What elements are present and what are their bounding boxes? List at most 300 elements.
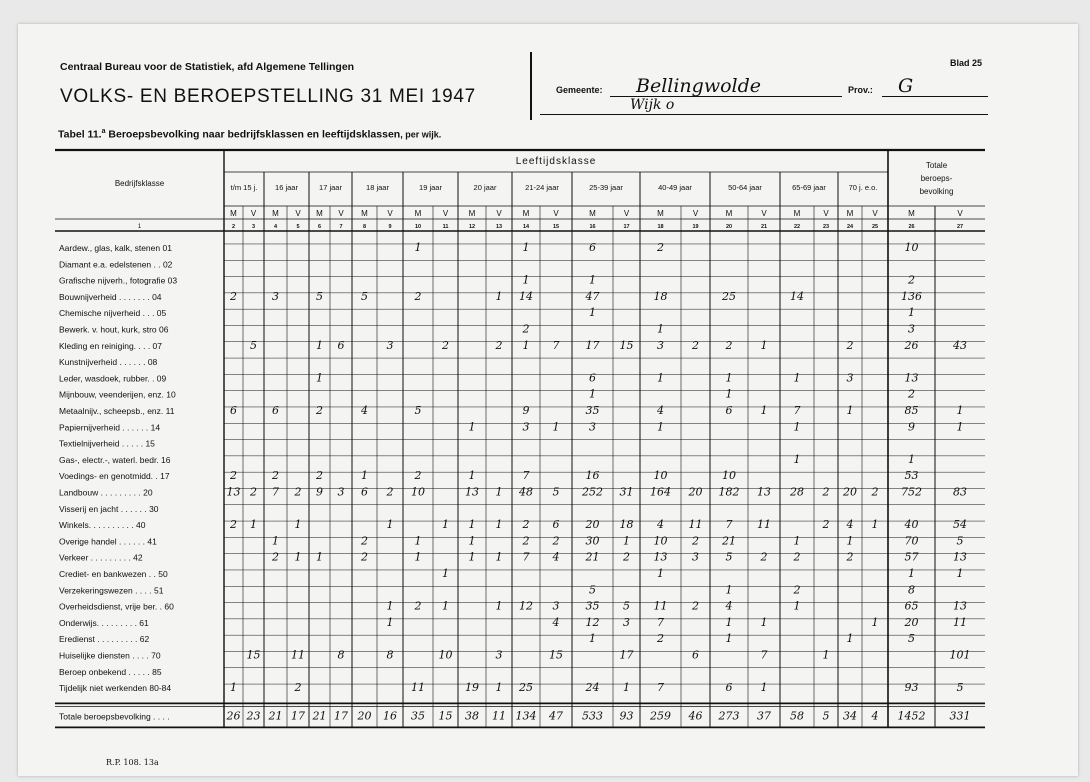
cell-value: 1 — [468, 550, 476, 564]
row-label: Mijnbouw, veenderijen, enz. 10 — [59, 389, 176, 400]
cell-value: 30 — [585, 534, 600, 548]
row-label: Verkeer . . . . . . . . . 42 — [59, 552, 143, 563]
cell-value: 1 — [468, 469, 476, 483]
cell-value: 1 — [414, 550, 422, 564]
cell-value: 35 — [585, 599, 600, 613]
cell-value: 25 — [722, 289, 736, 303]
cell-value: 10 — [438, 648, 453, 662]
cell-value: 10 — [904, 241, 919, 254]
cell-value: 83 — [953, 485, 967, 499]
cell-value: 8 — [908, 583, 915, 597]
cell-value: 1 — [468, 534, 476, 548]
cell-value: 7 — [552, 338, 560, 352]
cell-value: 2 — [414, 469, 422, 483]
cell-value: 1 — [272, 534, 279, 548]
cell-value: 3 — [657, 338, 664, 352]
sex-label: M — [468, 209, 476, 218]
cell-value: 57 — [904, 550, 919, 564]
cell-value: 2 — [692, 338, 699, 352]
total-value: 16 — [383, 709, 397, 723]
sex-label: V — [338, 209, 344, 218]
cell-value: 9 — [522, 404, 530, 417]
age-group-label: 40-49 jaar — [658, 183, 692, 192]
cell-value: 2 — [414, 599, 422, 613]
row-header-label: Bedrijfsklasse — [114, 179, 165, 188]
sex-label: M — [846, 209, 854, 218]
cell-value: 6 — [552, 518, 560, 532]
cell-value: 1 — [552, 420, 560, 434]
cell-value: 1 — [793, 371, 801, 385]
cell-value: 4 — [657, 404, 664, 417]
cell-value: 3 — [337, 485, 345, 499]
cell-value: 3 — [522, 420, 530, 434]
sex-label: V — [761, 209, 767, 218]
age-group-label: 25-39 jaar — [589, 183, 623, 192]
age-group-label: 18 jaar — [366, 183, 389, 192]
sex-label: V — [295, 209, 301, 218]
column-number: 7 — [339, 224, 343, 230]
cell-value: 2 — [272, 469, 279, 483]
cell-value: 6 — [589, 241, 596, 254]
cell-value: 1 — [495, 289, 503, 303]
total-value: 26 — [226, 709, 241, 723]
age-group-label: 70 j. e.o. — [848, 183, 878, 192]
cell-value: 2 — [230, 518, 237, 532]
column-number: 5 — [296, 224, 300, 230]
total-value: 21 — [312, 709, 327, 723]
cell-value: 5 — [956, 534, 964, 548]
prov-label: Prov.: — [848, 85, 873, 95]
cell-value: 2 — [657, 632, 664, 646]
cell-value: 1 — [623, 534, 630, 548]
cell-value: 1 — [361, 469, 368, 483]
form-title: VOLKS- EN BEROEPSTELLING 31 MEI 1947 — [60, 86, 476, 107]
cell-value: 2 — [623, 550, 630, 564]
sex-label: V — [250, 209, 257, 218]
total-value: 134 — [515, 709, 537, 723]
cell-value: 3 — [386, 338, 394, 352]
column-number: 6 — [317, 224, 322, 230]
cell-value: 1 — [623, 681, 630, 695]
cell-value: 6 — [361, 485, 368, 499]
row-label: Papiernijverheid . . . . . . 14 — [59, 422, 161, 433]
cell-value: 28 — [790, 485, 804, 499]
cell-value: 2 — [230, 289, 237, 303]
cell-value: 5 — [414, 404, 422, 417]
cell-value: 9 — [316, 485, 323, 499]
cell-value: 1 — [657, 567, 664, 580]
cell-value: 752 — [901, 485, 922, 499]
cell-value: 1 — [468, 518, 476, 532]
cell-value: 1 — [589, 387, 596, 401]
cell-value: 2 — [822, 485, 830, 499]
column-number: 9 — [388, 224, 392, 230]
cell-value: 1 — [316, 371, 323, 385]
row-label: Bewerk. v. hout, kurk, stro 06 — [59, 324, 169, 335]
row-label: Kunstnijverheid . . . . . . 08 — [59, 357, 158, 368]
cell-value: 4 — [725, 599, 733, 613]
row-label: Verzekeringswezen . . . . 51 — [59, 585, 164, 596]
cell-value: 53 — [904, 469, 919, 483]
cell-value: 5 — [552, 485, 560, 499]
sex-label: M — [414, 209, 422, 218]
sex-label: V — [823, 209, 829, 218]
cell-value: 3 — [908, 322, 915, 336]
cell-value: 93 — [904, 681, 919, 695]
cell-value: 2 — [846, 338, 854, 352]
cell-value: 2 — [361, 550, 368, 564]
row-label: Voedings- en genotmidd. . 17 — [59, 471, 170, 482]
cell-value: 1 — [468, 420, 476, 434]
cell-value: 17 — [585, 338, 600, 352]
cell-value: 6 — [230, 404, 237, 417]
row-label: Gas-, electr.-, waterl. bedr. 16 — [59, 454, 171, 465]
cell-value: 2 — [846, 550, 854, 564]
column-number: 21 — [760, 224, 768, 230]
row-label: Crediet- en bankwezen . . 50 — [59, 569, 168, 579]
cell-value: 48 — [519, 485, 533, 499]
cell-value: 1 — [386, 518, 394, 532]
total-value: 20 — [357, 709, 372, 723]
column-number: 26 — [908, 224, 915, 230]
cell-value: 1 — [386, 599, 394, 613]
row-label: Overige handel . . . . . . 41 — [59, 536, 157, 547]
row-label: Textielnijverheid . . . . . 15 — [59, 438, 155, 449]
cell-value: 252 — [582, 485, 603, 499]
cell-value: 2 — [386, 485, 394, 499]
cell-value: 21 — [722, 534, 736, 548]
cell-value: 1 — [589, 273, 596, 287]
row-label: Huiselijke diensten . . . . 70 — [59, 650, 161, 661]
cell-value: 54 — [953, 518, 967, 532]
cell-value: 1 — [822, 648, 830, 662]
cell-value: 5 — [725, 550, 733, 564]
cell-value: 1 — [294, 518, 302, 532]
row-label: Overheidsdienst, vrije ber. . 60 — [59, 601, 174, 612]
row-label: Winkels. . . . . . . . . . 40 — [59, 520, 146, 531]
cell-value: 1 — [495, 681, 503, 695]
cell-value: 2 — [361, 534, 368, 548]
sex-label: M — [725, 209, 733, 218]
cell-value: 1 — [871, 518, 879, 532]
cell-value: 2 — [793, 550, 801, 564]
cell-value: 5 — [361, 289, 368, 303]
cell-value: 3 — [552, 599, 560, 613]
cell-value: 11 — [411, 681, 425, 695]
column-number: 15 — [552, 224, 560, 230]
cell-value: 1 — [725, 583, 733, 597]
cell-value: 7 — [793, 404, 801, 417]
page-number: Blad 25 — [950, 58, 983, 68]
cell-value: 20 — [585, 518, 600, 532]
total-value: 93 — [619, 709, 634, 723]
row-label: Beroep onbekend . . . . . 85 — [59, 666, 162, 677]
cell-value: 7 — [725, 518, 733, 532]
column-number: 14 — [522, 224, 530, 230]
cell-value: 1 — [386, 615, 394, 629]
cell-value: 1 — [846, 632, 854, 646]
total-value: 5 — [822, 709, 830, 723]
cell-value: 2 — [552, 534, 560, 548]
cell-value: 1 — [495, 599, 503, 613]
column-number: 23 — [822, 224, 830, 230]
sex-label: V — [623, 209, 630, 218]
cell-value: 20 — [688, 485, 703, 499]
cell-value: 1 — [522, 241, 530, 254]
cell-value: 20 — [843, 485, 857, 499]
cell-value: 1 — [871, 615, 879, 629]
cell-value: 2 — [692, 599, 699, 613]
cell-value: 1 — [725, 632, 733, 646]
cell-value: 2 — [908, 273, 915, 287]
sex-label: M — [522, 209, 530, 218]
table-title: Beroepsbevolking naar bedrijfsklassen en leeftijdsklassen — [108, 128, 401, 141]
cell-value: 1 — [442, 518, 449, 532]
cell-value: 1 — [956, 420, 964, 434]
wijk-value: Wijk o — [630, 97, 675, 113]
cell-value: 11 — [291, 648, 305, 662]
sex-label: M — [657, 209, 664, 218]
cell-value: 8 — [337, 648, 345, 662]
column-number: 12 — [468, 224, 476, 230]
age-group-label: 50-64 jaar — [728, 183, 762, 192]
total-value: 46 — [688, 709, 703, 723]
sex-label: V — [553, 209, 559, 218]
cell-value: 2 — [822, 518, 830, 532]
total-header-line3: bevolking — [919, 187, 954, 196]
cell-value: 15 — [246, 648, 261, 662]
cell-value: 1 — [760, 615, 768, 629]
row-label: Tijdelijk niet werkenden 80-84 — [59, 683, 172, 694]
cell-value: 11 — [688, 518, 703, 532]
cell-value: 2 — [522, 534, 530, 548]
cell-value: 13 — [953, 599, 967, 613]
cell-value: 5 — [956, 681, 964, 695]
cell-value: 1 — [793, 420, 801, 434]
cell-value: 3 — [589, 420, 596, 434]
prov-value: G — [898, 75, 914, 97]
cell-value: 3 — [846, 371, 854, 385]
sex-label: M — [230, 209, 237, 218]
cell-value: 18 — [653, 289, 668, 303]
cell-value: 1 — [522, 338, 530, 352]
age-group-label: 21-24 jaar — [525, 183, 559, 192]
cell-value: 1 — [657, 371, 664, 385]
cell-value: 2 — [294, 681, 302, 695]
cell-value: 4 — [846, 518, 854, 532]
total-value: 38 — [465, 709, 479, 723]
cell-value: 1 — [250, 518, 257, 532]
cell-value: 2 — [250, 485, 257, 499]
cell-value: 3 — [623, 615, 630, 629]
cell-value: 1 — [793, 534, 801, 548]
total-value: 1452 — [897, 709, 926, 723]
cell-value: 2 — [657, 241, 664, 254]
cell-value: 2 — [793, 583, 801, 597]
cell-value: 1 — [414, 241, 422, 254]
cell-value: 13 — [953, 550, 967, 564]
column-number: 20 — [725, 224, 733, 230]
cell-value: 7 — [522, 550, 530, 564]
cell-value: 1 — [760, 681, 768, 695]
cell-value: 1 — [495, 550, 503, 564]
cell-value: 31 — [619, 485, 634, 499]
cell-value: 2 — [294, 485, 302, 499]
row-label: Diamant e.a. edelstenen . . 02 — [59, 259, 173, 270]
cell-value: 1 — [760, 338, 768, 352]
total-value: 34 — [843, 709, 857, 723]
total-value: 37 — [757, 709, 771, 723]
gemeente-value: Bellingwolde — [636, 75, 762, 97]
cell-value: 1 — [495, 518, 503, 532]
cell-value: 1 — [230, 681, 237, 695]
cell-value: 4 — [657, 518, 664, 532]
row-label: Kleding en reiniging. . . . 07 — [59, 340, 163, 351]
column-number: 19 — [692, 224, 699, 230]
cell-value: 13 — [757, 485, 771, 499]
cell-value: 13 — [465, 485, 479, 499]
total-value: 15 — [438, 709, 453, 723]
cell-value: 43 — [953, 338, 967, 352]
cell-value: 70 — [904, 534, 919, 548]
cell-value: 1 — [522, 273, 530, 287]
cell-value: 1 — [760, 404, 768, 417]
column-number: 2 — [231, 224, 236, 230]
cell-value: 136 — [901, 289, 922, 303]
cell-value: 13 — [653, 550, 668, 564]
column-number: 16 — [589, 224, 596, 230]
age-group-label: 65-69 jaar — [792, 183, 826, 192]
cell-value: 14 — [519, 289, 533, 303]
cell-value: 1 — [956, 404, 964, 417]
cell-value: 10 — [653, 534, 668, 548]
row-label: Bouwnijverheid . . . . . . . 04 — [59, 291, 162, 302]
cell-value: 19 — [465, 681, 479, 695]
cell-value: 2 — [760, 550, 768, 564]
cell-value: 1 — [442, 599, 449, 613]
cell-value: 1 — [589, 306, 596, 320]
row-label: Metaalnijv., scheepsb., enz. 11 — [59, 406, 175, 416]
cell-value: 11 — [653, 599, 668, 613]
cell-value: 11 — [953, 615, 967, 629]
row-label: Grafische nijverh., fotografie 03 — [59, 275, 178, 286]
cell-value: 2 — [522, 518, 530, 532]
cell-value: 2 — [725, 338, 733, 352]
cell-value: 2 — [442, 338, 449, 352]
cell-value: 3 — [692, 550, 699, 564]
cell-value: 5 — [589, 583, 596, 597]
cell-value: 85 — [904, 404, 919, 417]
total-value: 23 — [246, 709, 261, 723]
sex-label: V — [957, 209, 963, 218]
sex-label: M — [361, 209, 368, 218]
cell-value: 17 — [619, 648, 634, 662]
cell-value: 6 — [725, 404, 733, 417]
cell-value: 6 — [337, 338, 345, 352]
cell-value: 1 — [846, 534, 854, 548]
total-header-line1: Totale — [925, 161, 948, 170]
column-number: 3 — [251, 224, 256, 230]
cell-value: 47 — [585, 289, 600, 303]
cell-value: 7 — [760, 648, 768, 662]
total-value: 4 — [871, 709, 879, 723]
column-number: 13 — [495, 224, 503, 230]
cell-value: 1 — [725, 615, 733, 629]
column-number: 25 — [871, 224, 879, 230]
cell-value: 2 — [230, 469, 237, 483]
sex-label: M — [316, 209, 323, 218]
total-value: 11 — [492, 709, 506, 723]
cell-value: 7 — [272, 485, 279, 499]
cell-value: 16 — [585, 469, 600, 483]
cell-value: 2 — [692, 534, 699, 548]
cell-value: 6 — [725, 681, 733, 695]
cell-value: 1 — [725, 371, 733, 385]
cell-value: 4 — [552, 550, 560, 564]
cell-value: 13 — [226, 485, 241, 499]
total-value: 533 — [582, 709, 603, 723]
cell-value: 24 — [585, 681, 600, 695]
cell-value: 25 — [519, 681, 533, 695]
table-number-sup: a — [101, 128, 106, 135]
age-group-label: 16 jaar — [275, 183, 298, 192]
total-header-line2: beroeps- — [920, 174, 953, 183]
age-group-label: 17 jaar — [319, 183, 342, 192]
sex-label: M — [793, 209, 801, 218]
form-code: R.P. 108. 13a — [106, 758, 159, 767]
cell-value: 1 — [414, 534, 422, 548]
cell-value: 1 — [657, 420, 664, 434]
cell-value: 1 — [316, 338, 323, 352]
cell-value: 9 — [908, 420, 915, 434]
cell-value: 3 — [495, 648, 503, 662]
column-number: 27 — [956, 224, 964, 230]
cell-value: 2 — [908, 387, 915, 401]
cell-value: 35 — [585, 404, 600, 417]
cell-value: 2 — [871, 485, 879, 499]
age-group-label: 20 jaar — [473, 183, 497, 192]
cell-value: 2 — [272, 550, 279, 564]
sex-label: M — [272, 209, 279, 218]
column-number: 4 — [273, 224, 278, 230]
total-value: 47 — [549, 709, 563, 723]
total-value: 331 — [949, 709, 971, 723]
table-title-suffix: , per wijk. — [400, 129, 442, 140]
column-number: 11 — [442, 224, 449, 230]
cell-value: 2 — [495, 338, 503, 352]
column-number: 8 — [362, 224, 367, 230]
cell-value: 1 — [495, 485, 503, 499]
cell-value: 12 — [585, 615, 600, 629]
cell-value: 20 — [904, 615, 919, 629]
cell-value: 1 — [846, 404, 854, 417]
column-number: 22 — [793, 224, 801, 230]
cell-value: 21 — [585, 550, 600, 564]
cell-value: 3 — [272, 289, 279, 303]
cell-value: 6 — [589, 371, 596, 385]
total-value: 259 — [650, 709, 671, 723]
column-number: 10 — [414, 224, 422, 230]
sex-label: M — [908, 209, 915, 218]
sex-label: V — [692, 209, 699, 218]
cell-value: 4 — [552, 615, 560, 629]
cell-value: 1 — [725, 387, 733, 401]
row-label: Leder, wasdoek, rubber. . 09 — [59, 373, 167, 384]
sex-label: M — [589, 209, 596, 218]
cell-value: 26 — [904, 338, 919, 352]
cell-value: 11 — [757, 518, 771, 532]
cell-value: 13 — [904, 371, 919, 385]
